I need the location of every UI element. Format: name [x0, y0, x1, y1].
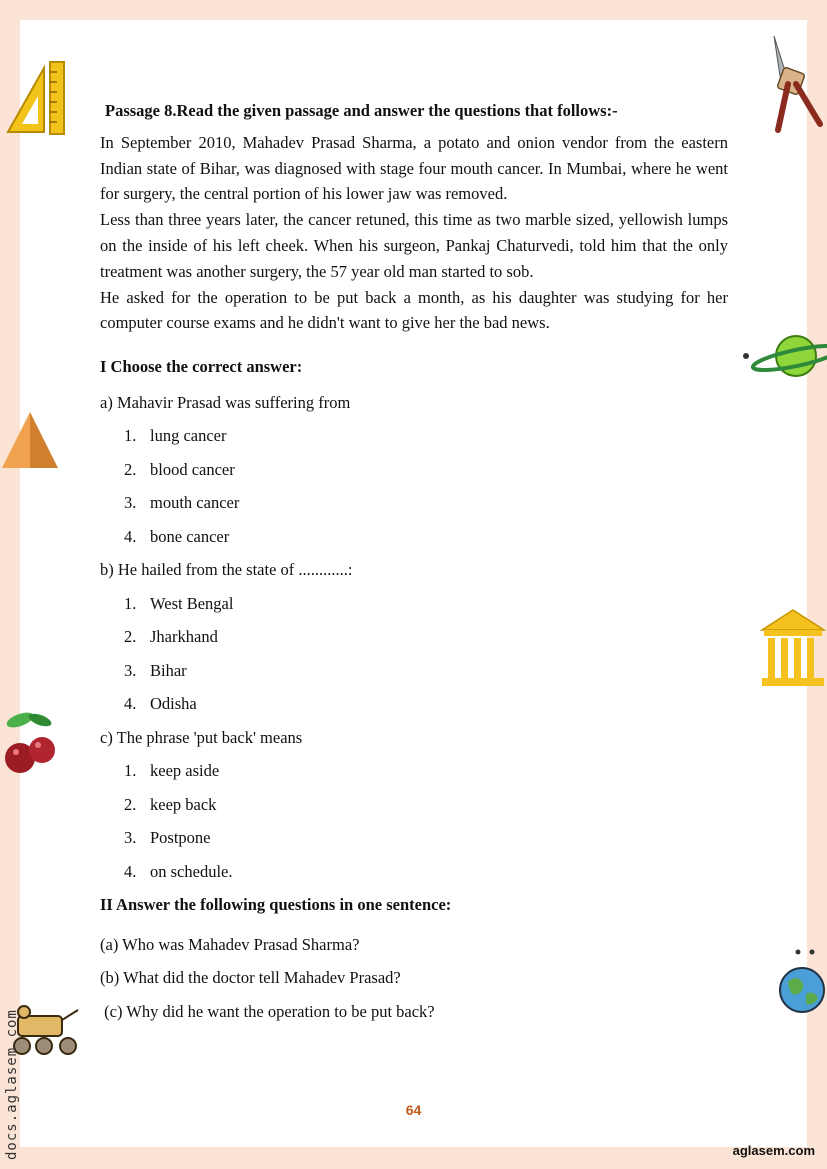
page-number: 64 [405, 1102, 422, 1118]
worksheet-content [100, 98, 728, 1028]
ruler-set-icon [4, 58, 68, 136]
question-a: a) Mahavir Prasad was suffering from [100, 392, 351, 412]
option: 1. lung cancer [124, 426, 227, 446]
passage-paragraph: Less than three years later, the cancer retuned, this time as two marble sized, yellowish lumps on the inside of his left cheek. When his surgeon, Pankaj Chaturvedi, told him that the only treatment was another surgery, the 57 year old man started to sob. [100, 210, 728, 281]
question-c: c) The phrase 'put back' means [100, 727, 303, 747]
temple-icon [760, 608, 827, 688]
option: 2. Jharkhand [124, 627, 218, 647]
berries-icon [2, 706, 60, 778]
pliers-icon [766, 34, 826, 134]
passage-paragraph: He asked for the operation to be put back a month, as his daughter was studying for her computer course exams and he didn't want to give her the bad news. [100, 287, 728, 333]
site-name: aglasem.com [732, 1143, 815, 1158]
globe-icon [776, 946, 827, 1018]
option: 3. Postpone [124, 828, 211, 848]
options-list-b [100, 587, 728, 721]
side-watermark: docs.aglasem.com [4, 1009, 20, 1160]
passage-paragraph: In September 2010, Mahadev Prasad Sharma, a potato and onion vendor from the eastern Indian state of Bihar, was diagnosed with stage four mouth cancer. In Mumbai, where he went for surgery, the central portion of his lower jaw was removed. [100, 132, 728, 204]
short-question: (c) Why did he want the operation to be put back? [100, 1001, 435, 1021]
passage-title: Passage 8.Read the given passage and answer the questions that follows:- [105, 101, 618, 120]
option: 4. bone cancer [124, 526, 230, 546]
question-b: b) He hailed from the state of ............: [100, 560, 353, 580]
option: 1. keep aside [124, 761, 220, 781]
option: 2. keep back [124, 794, 217, 814]
option: 2. blood cancer [124, 459, 235, 479]
option: 4. on schedule. [124, 861, 233, 881]
pyramid-icon [0, 410, 60, 470]
option: 3. Bihar [124, 660, 187, 680]
section2-heading: II Answer the following questions in one sentence: [100, 895, 452, 915]
short-question: (b) What did the doctor tell Mahadev Prasad? [100, 968, 401, 988]
section1-heading: I Choose the correct answer: [100, 357, 303, 377]
option: 1. West Bengal [124, 593, 234, 613]
options-list-a [100, 419, 728, 553]
options-list-c [100, 754, 728, 888]
option: 4. Odisha [124, 694, 197, 714]
option: 3. mouth cancer [124, 493, 240, 513]
planet-icon [740, 330, 827, 382]
short-question: (a) Who was Mahadev Prasad Sharma? [100, 934, 360, 954]
